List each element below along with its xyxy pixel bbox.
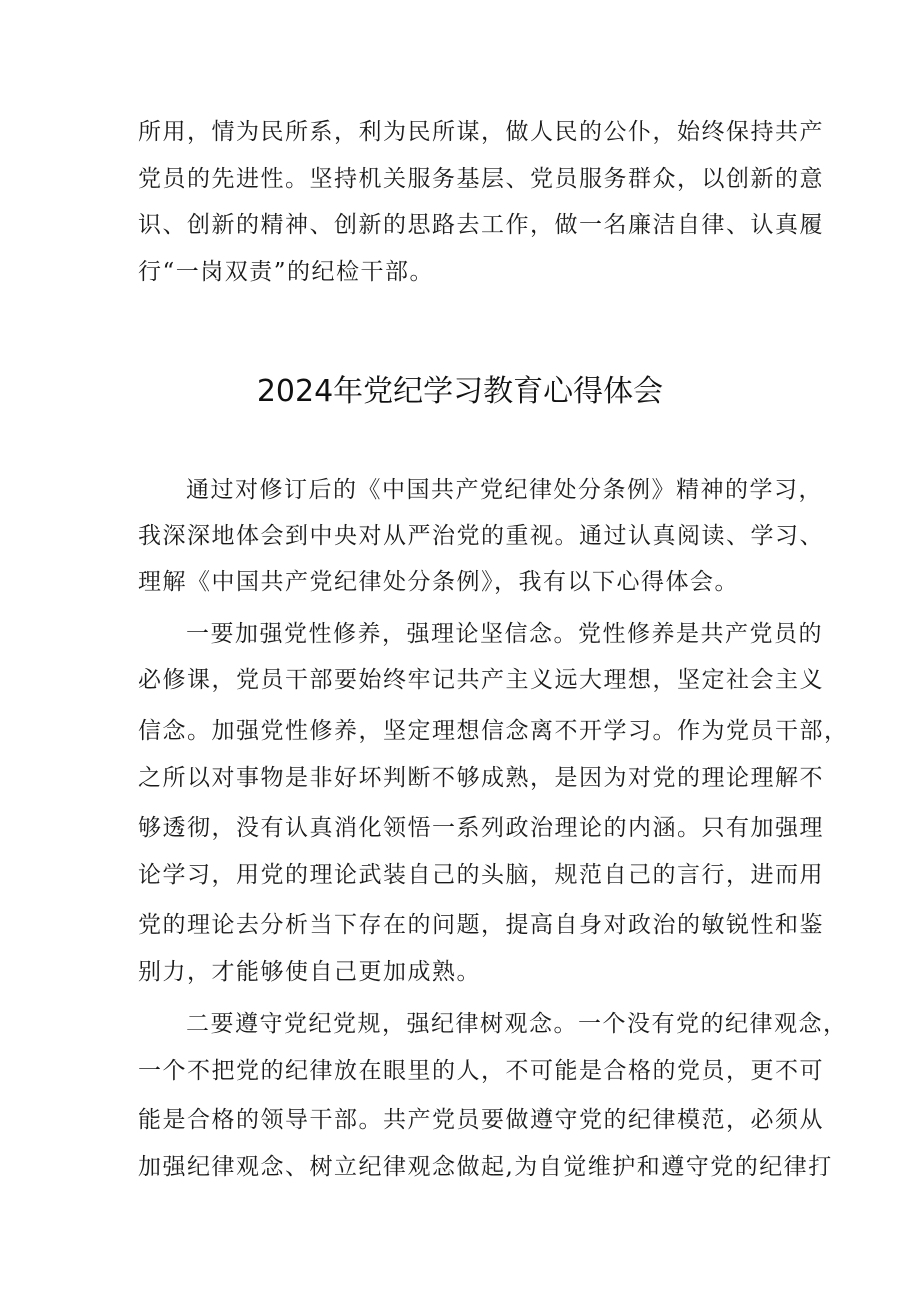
text-line: 别力，才能够使自己更加成熟。 bbox=[138, 959, 481, 985]
text-line: 党的理论去分析当下存在的问题，提高自身对政治的敏锐性和鉴 bbox=[138, 912, 824, 938]
text-line: 能是合格的领导干部。共产党员要做遵守党的纪律模范，必须从 bbox=[138, 1107, 824, 1133]
text-line: 够透彻，没有认真消化领悟一系列政治理论的内涵。只有加强理 bbox=[138, 815, 824, 841]
text-line: 必修课，党员干部要始终牢记共产主义远大理想，坚定社会主义 bbox=[138, 667, 824, 693]
text-line: 党员的先进性。坚持机关服务基层、党员服务群众，以创新的意 bbox=[138, 166, 824, 192]
text-line: 通过对修订后的《中国共产党纪律处分条例》精神的学习， bbox=[186, 477, 823, 503]
text-line: 理解《中国共产党纪律处分条例》，我有以下心得体会。 bbox=[138, 569, 739, 595]
text-line: 所用，情为民所系，利为民所谋，做人民的公仆，始终保持共产 bbox=[138, 119, 824, 145]
text-line: 论学习，用党的理论武装自己的头脑，规范自己的言行，进而用 bbox=[138, 862, 824, 888]
text-line: 二要遵守党纪党规，强纪律树观念。一个没有党的纪律观念， bbox=[186, 1011, 848, 1037]
text-line: 加强纪律观念、树立纪律观念做起,为自觉维护和遵守党的纪律打 bbox=[138, 1154, 833, 1180]
text-line: 之所以对事物是非好坏判断不够成熟，是因为对党的理论理解不 bbox=[138, 765, 824, 791]
text-line: 我深深地体会到中央对从严治党的重视。通过认真阅读、学习、 bbox=[138, 523, 824, 549]
article-title: 2024年党纪学习教育心得体会 bbox=[256, 374, 664, 409]
text-line: 一要加强党性修养，强理论坚信念。党性修养是共产党员的 bbox=[186, 621, 823, 647]
text-line: 识、创新的精神、创新的思路去工作，做一名廉洁自律、认真履 bbox=[138, 212, 824, 238]
text-line: 行“一岗双责”的纪检干部。 bbox=[138, 259, 435, 285]
text-line: 信念。加强党性修养，坚定理想信念离不开学习。作为党员干部， bbox=[138, 718, 849, 744]
text-line: 一个不把党的纪律放在眼里的人，不可能是合格的党员，更不可 bbox=[138, 1058, 824, 1084]
